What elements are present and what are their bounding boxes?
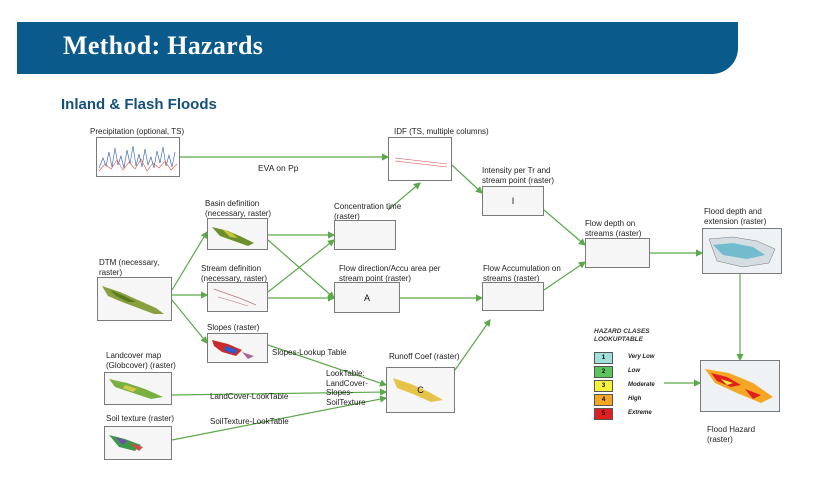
- legend-row: [594, 366, 704, 379]
- legend-swatch: 5: [594, 408, 613, 420]
- basin-map-graphic: [208, 219, 267, 249]
- legend-row: [594, 380, 704, 393]
- label-dtm: DTM (necessary, raster): [99, 258, 160, 277]
- concentration-box: [334, 220, 396, 250]
- legend-row: [594, 352, 704, 365]
- flow-direction-symbol: A: [363, 292, 371, 303]
- landcover-thumbnail: [104, 372, 172, 405]
- label-runoff: Runoff Coef (raster): [389, 352, 460, 361]
- page-title: Method: Hazards: [63, 31, 264, 60]
- label-flood-depth: Flood depth and extension (raster): [704, 207, 767, 226]
- label-landcover-lookup: LandCover-LookTable: [210, 392, 289, 401]
- idf-thumbnail: [388, 137, 452, 181]
- label-idf: IDF (TS, multiple columns): [394, 127, 489, 136]
- label-flood-hazard: Flood Hazard (raster): [707, 425, 756, 444]
- dtm-map-graphic: [98, 278, 171, 320]
- soil-thumbnail: [104, 426, 172, 460]
- legend-row: [594, 408, 704, 421]
- intensity-box: [482, 186, 544, 216]
- legend-swatch: 2: [594, 366, 613, 378]
- flow-depth-box: [585, 238, 650, 268]
- flood-hazard-map-graphic: [701, 361, 779, 411]
- timeseries-graphic: [97, 138, 179, 176]
- dtm-thumbnail: [97, 277, 172, 321]
- intensity-symbol: I: [511, 196, 515, 206]
- flow-direction-box: [334, 282, 400, 313]
- legend-swatch: 4: [594, 394, 613, 406]
- label-soil-lookup: SoilTexture-LookTable: [210, 417, 289, 426]
- section-subtitle: Inland & Flash Floods: [61, 96, 217, 113]
- label-basin: Basin definition (necessary, raster): [205, 199, 272, 218]
- arrow-idf-intensity: [452, 165, 482, 193]
- label-flow-direction: Flow direction/Accu area per stream point (raster): [339, 264, 441, 283]
- label-flow-depth: Flow depth on streams (raster): [585, 219, 642, 238]
- idf-curve-graphic: [389, 138, 451, 180]
- legend-label: Low: [628, 368, 640, 374]
- flood-depth-thumbnail: [702, 228, 782, 274]
- label-eva: EVA on Pp: [258, 163, 299, 173]
- legend-title: HAZARD CLASES LOOKUPTABLE: [594, 328, 650, 343]
- stream-map-graphic: [208, 283, 267, 311]
- flood-hazard-thumbnail: [700, 360, 780, 412]
- arrow-runoff-flowacc: [455, 320, 490, 370]
- label-slopes: Slopes (raster): [207, 323, 260, 332]
- label-landcover: Landcover map (Globcover) (raster): [106, 351, 176, 370]
- stream-thumbnail: [207, 282, 268, 312]
- slopes-thumbnail: [207, 333, 268, 363]
- label-precipitation: Precipitation (optional, TS): [90, 127, 185, 136]
- label-flow-accumulation: Flow Accumulation on streams (raster): [483, 264, 561, 283]
- legend-swatch: 1: [594, 352, 613, 364]
- runoff-box: [386, 367, 455, 413]
- legend-swatch: 3: [594, 380, 613, 392]
- label-stream: Stream definition (necessary, raster): [201, 264, 268, 283]
- flow-accumulation-box: [482, 282, 544, 311]
- precipitation-thumbnail: [96, 137, 180, 177]
- label-intensity: Intensity per Tr and stream point (raster): [482, 166, 555, 185]
- slopes-map-graphic: [208, 334, 267, 362]
- label-soil: Soil texture (raster): [106, 414, 175, 423]
- legend-label: Very Low: [628, 354, 655, 360]
- flood-depth-map-graphic: [703, 229, 781, 273]
- legend-label: Extreme: [628, 410, 652, 416]
- label-looktable: LookTable: LandCover-Slopes-SoilTexture: [326, 369, 368, 407]
- basin-thumbnail: [207, 218, 268, 250]
- soil-map-graphic: [105, 427, 171, 459]
- landcover-map-graphic: [105, 373, 171, 404]
- label-slopes-lookup: Slopes-Lookup Table: [272, 348, 347, 357]
- legend-label: High: [628, 396, 642, 402]
- runoff-symbol: C: [417, 385, 424, 395]
- arrow-intensity-flowdepth: [544, 210, 585, 245]
- legend-label: Moderate: [628, 382, 655, 388]
- legend-row: [594, 394, 704, 407]
- label-concentration: Concentration time (raster): [334, 202, 402, 221]
- arrow-dtm-slopes: [172, 300, 207, 343]
